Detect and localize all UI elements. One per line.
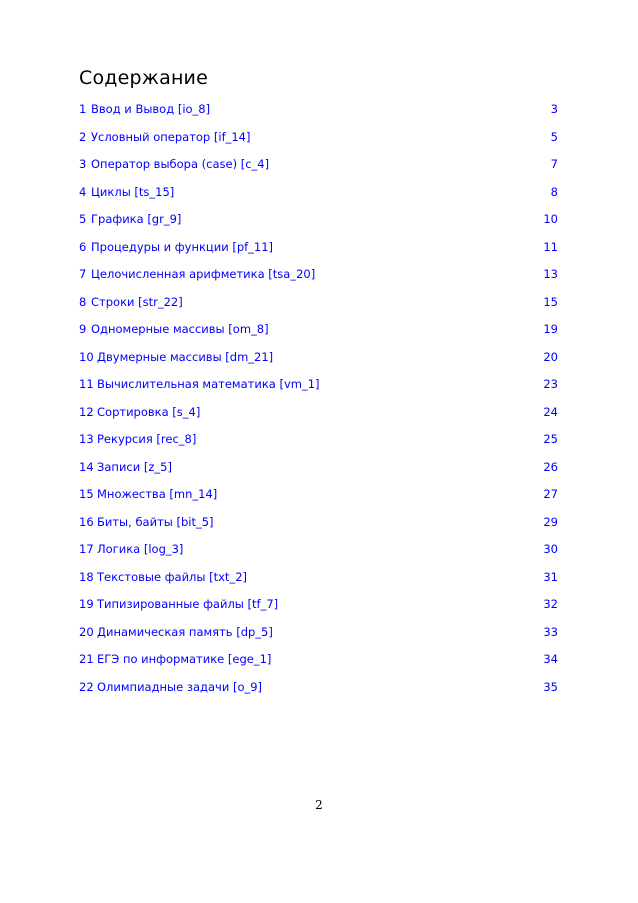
toc-entry-title[interactable]: Циклы [ts_15] [91,184,175,199]
toc-entry[interactable] [79,206,558,234]
toc-entry-page[interactable]: 8 [550,184,558,199]
toc-entry-number: 17 [79,542,94,556]
toc-entry-page[interactable]: 10 [543,212,558,226]
toc-entry-page[interactable]: 11 [543,239,558,254]
toc-entry-page[interactable]: 19 [543,322,558,336]
toc-entry[interactable] [79,179,558,207]
toc-title: Содержание [79,67,208,89]
toc-entry-number: 14 [79,459,94,474]
toc-entry-page[interactable]: 26 [543,459,558,474]
toc-entry-title[interactable]: Процедуры и функции [pf_11] [91,239,274,254]
toc-entry-title[interactable]: Динамическая память [dp_5] [97,624,273,639]
toc-entry[interactable] [79,289,558,317]
toc-entry-number: 7 [79,267,87,281]
toc-entry[interactable] [79,316,558,344]
toc-entry[interactable] [79,564,558,592]
toc-entry-page[interactable]: 13 [543,267,558,281]
toc-entry[interactable] [79,234,558,262]
toc-entry[interactable] [79,124,558,152]
toc-entry-page[interactable]: 7 [550,157,558,171]
toc-entry-page[interactable]: 32 [543,597,558,611]
toc-entry-number: 15 [79,487,94,501]
toc-entry-page[interactable]: 35 [543,679,558,694]
toc-entry-page[interactable]: 31 [543,569,558,584]
toc-entry-number: 19 [79,597,94,611]
toc-entry-number: 4 [79,184,87,199]
toc-entry[interactable] [79,371,558,399]
page-number: 2 [315,798,323,812]
toc-entry-number: 6 [79,239,87,254]
table-of-contents [79,96,558,701]
toc-entry-page[interactable]: 5 [550,129,558,144]
toc-entry-number: 10 [79,349,94,364]
toc-entry-title[interactable]: Ввод и Вывод [io_8] [91,102,211,116]
toc-entry-number: 20 [79,624,94,639]
toc-entry-title[interactable]: Множества [mn_14] [97,487,218,501]
toc-entry-title[interactable]: Графика [gr_9] [91,212,182,226]
toc-entry-title[interactable]: Условный оператор [if_14] [91,129,251,144]
toc-entry-number: 9 [79,322,87,336]
toc-entry-number: 12 [79,404,94,419]
toc-entry-title[interactable]: Целочисленная арифметика [tsa_20] [91,267,316,281]
toc-entry-title[interactable]: Строки [str_22] [91,294,183,309]
toc-entry-title[interactable]: Записи [z_5] [97,459,172,474]
toc-entry[interactable] [79,399,558,427]
toc-entry-number: 16 [79,514,94,529]
toc-entry-number: 5 [79,212,87,226]
toc-entry-page[interactable]: 23 [543,377,558,391]
toc-entry[interactable] [79,344,558,372]
toc-entry[interactable] [79,591,558,619]
toc-entry[interactable] [79,151,558,179]
toc-entry-title[interactable]: Олимпиадные задачи [o_9] [97,679,263,694]
toc-entry-title[interactable]: Двумерные массивы [dm_21] [97,349,274,364]
toc-entry-title[interactable]: Биты, байты [bit_5] [97,514,214,529]
toc-entry-title[interactable]: Одномерные массивы [om_8] [91,322,269,336]
toc-entry-title[interactable]: Логика [log_3] [97,542,184,556]
toc-entry[interactable] [79,261,558,289]
toc-entry[interactable] [79,509,558,537]
toc-entry-page[interactable]: 33 [543,624,558,639]
toc-entry[interactable] [79,536,558,564]
toc-entry-number: 8 [79,294,87,309]
toc-entry-page[interactable]: 15 [543,294,558,309]
toc-entry[interactable] [79,674,558,702]
toc-entry[interactable] [79,96,558,124]
toc-entry-page[interactable]: 25 [543,432,558,446]
toc-entry-title[interactable]: Типизированные файлы [tf_7] [97,597,279,611]
toc-entry-number: 2 [79,129,87,144]
toc-entry-title[interactable]: Вычислительная математика [vm_1] [97,377,320,391]
toc-entry[interactable] [79,619,558,647]
toc-entry[interactable] [79,481,558,509]
toc-entry-page[interactable]: 20 [543,349,558,364]
toc-entry-number: 21 [79,652,94,666]
toc-entry[interactable] [79,426,558,454]
toc-entry-page[interactable]: 29 [543,514,558,529]
toc-entry-number: 3 [79,157,87,171]
toc-entry-number: 18 [79,569,94,584]
toc-entry-page[interactable]: 27 [543,487,558,501]
toc-entry-number: 11 [79,377,94,391]
toc-entry-page[interactable]: 3 [550,102,558,116]
toc-entry-page[interactable]: 24 [543,404,558,419]
toc-entry-title[interactable]: ЕГЭ по информатике [ege_1] [97,652,272,666]
toc-entry-title[interactable]: Текстовые файлы [txt_2] [97,569,247,584]
toc-entry-page[interactable]: 30 [543,542,558,556]
toc-entry-number: 22 [79,679,94,694]
toc-entry[interactable] [79,454,558,482]
toc-entry-title[interactable]: Сортировка [s_4] [97,404,201,419]
toc-entry-number: 13 [79,432,94,446]
toc-entry-number: 1 [79,102,87,116]
toc-entry-page[interactable]: 34 [543,652,558,666]
toc-entry[interactable] [79,646,558,674]
toc-entry-title[interactable]: Рекурсия [rec_8] [97,432,197,446]
toc-entry-title[interactable]: Оператор выбора (case) [c_4] [91,157,270,171]
